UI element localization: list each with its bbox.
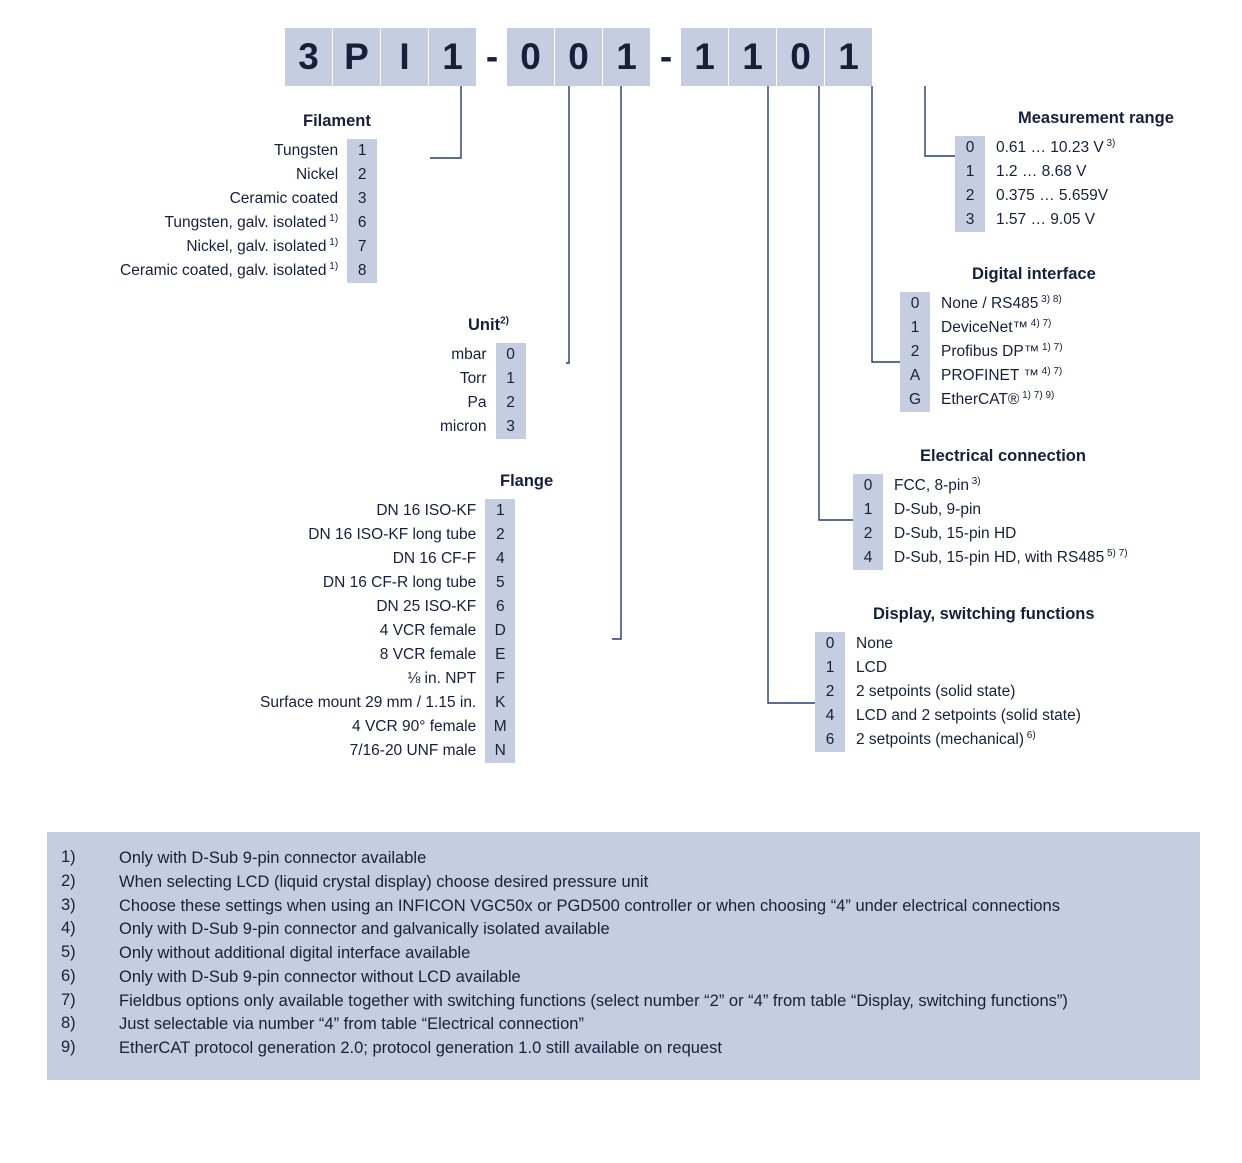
- option-key: 2: [496, 391, 526, 415]
- footnote-text: Fieldbus options only available together with switching functions (select number “2” or “4” from table “Display, switching functions”): [119, 991, 1068, 1010]
- footnote-text: Only without additional digital interface available: [119, 944, 471, 963]
- option-footnote-ref: 3) 8): [1038, 293, 1062, 305]
- footnote-row: [47, 991, 1200, 1013]
- option-row: [815, 632, 1081, 656]
- option-key: M: [485, 715, 515, 739]
- option-row: [853, 546, 1128, 570]
- option-key: 4: [815, 704, 845, 728]
- group-digital-interface-title: Digital interface: [972, 265, 1096, 283]
- option-row: [853, 474, 1128, 498]
- option-row: [260, 499, 515, 523]
- option-key: 0: [955, 136, 985, 160]
- option-key: 6: [815, 728, 845, 752]
- option-key: 0: [900, 292, 930, 316]
- group-measurement-range-title: Measurement range: [1018, 109, 1174, 127]
- group-filament-title: Filament: [303, 112, 371, 130]
- group-flange-table: [260, 499, 515, 763]
- code-cell: 3: [285, 28, 332, 86]
- option-row: [260, 523, 515, 547]
- option-row: [260, 739, 515, 763]
- group-measurement-range: [955, 109, 1174, 232]
- group-display-switching-title: Display, switching functions: [873, 605, 1095, 623]
- option-row: [815, 728, 1081, 752]
- option-label: 8 VCR female: [379, 646, 477, 663]
- option-key: 7: [347, 235, 377, 259]
- footnote-row: [47, 872, 1200, 894]
- option-label: mbar: [451, 346, 487, 363]
- option-key: 4: [485, 547, 515, 571]
- option-row: [900, 364, 1063, 388]
- option-footnote-ref: 4) 7): [1028, 317, 1052, 329]
- option-key: 3: [496, 415, 526, 439]
- option-label: None / RS485 $^{3) 8)}$: [941, 293, 1062, 312]
- code-cell: P: [333, 28, 380, 86]
- group-unit-table: [440, 343, 526, 439]
- footnote-number: 3): [61, 895, 76, 914]
- footnote-row: [47, 919, 1200, 941]
- footnote-text: Only with D-Sub 9-pin connector and galvanically isolated available: [119, 920, 610, 939]
- option-key: 2: [900, 340, 930, 364]
- option-key: 1: [496, 367, 526, 391]
- option-label: None: [856, 635, 894, 652]
- option-label: ⅛ in. NPT: [407, 670, 477, 687]
- group-electrical-connection-table: [853, 474, 1128, 570]
- option-row: [900, 292, 1063, 316]
- option-label: DeviceNet™ $^{4) 7)}$: [941, 317, 1052, 336]
- option-key: E: [485, 643, 515, 667]
- option-key: F: [485, 667, 515, 691]
- group-flange: [260, 472, 553, 763]
- option-footnote-ref: 5) 7): [1104, 547, 1128, 559]
- option-label: 1.2 … 8.68 V: [996, 163, 1087, 180]
- footnote-row: [47, 943, 1200, 965]
- option-label: 0.375 … 5.659V: [996, 187, 1109, 204]
- option-row: [440, 367, 526, 391]
- option-row: [260, 667, 515, 691]
- option-label: PROFINET ™ $^{4) 7)}$: [941, 365, 1063, 384]
- footnote-number: 1): [61, 848, 76, 866]
- footnote-row: [47, 1014, 1200, 1036]
- option-key: 1: [900, 316, 930, 340]
- option-label: FCC, 8-pin $^{3)}$: [894, 475, 981, 494]
- option-row: [955, 184, 1115, 208]
- option-label: D-Sub, 15-pin HD, with RS485 $^{5) 7)}$: [894, 547, 1128, 566]
- option-label: 4 VCR female: [379, 622, 477, 639]
- option-row: [260, 571, 515, 595]
- option-key: 3: [955, 208, 985, 232]
- option-key: K: [485, 691, 515, 715]
- footnotes-block: [47, 832, 1200, 1080]
- option-row: [900, 340, 1063, 364]
- code-dash: -: [477, 28, 507, 86]
- code-cell: 0: [507, 28, 554, 86]
- option-key: A: [900, 364, 930, 388]
- option-footnote-ref: 1) 7): [1039, 341, 1063, 353]
- group-display-switching: [815, 605, 1095, 752]
- code-cell: 1: [603, 28, 650, 86]
- option-label: 0.61 … 10.23 V $^{3)}$: [996, 137, 1116, 156]
- footnote-text: Choose these settings when using an INFICON VGC50x or PGD500 controller or when choosing “4” under electrical connections: [119, 896, 1060, 915]
- option-key: 1: [347, 139, 377, 163]
- option-label: micron: [440, 418, 487, 435]
- group-filament-table: [120, 139, 377, 283]
- group-measurement-range-table: [955, 136, 1115, 232]
- part-number-code: [285, 28, 873, 86]
- option-row: [815, 680, 1081, 704]
- option-key: D: [485, 619, 515, 643]
- group-unit: [440, 316, 526, 439]
- option-label: 2 setpoints (solid state): [856, 683, 1016, 700]
- option-key: 3: [347, 187, 377, 211]
- footnote-row: [47, 967, 1200, 989]
- group-display-switching-table: [815, 632, 1081, 752]
- option-key: 2: [955, 184, 985, 208]
- option-footnote-ref: 6): [1024, 729, 1036, 741]
- option-key: 0: [815, 632, 845, 656]
- option-label: Tungsten: [274, 142, 339, 159]
- footnote-text: EtherCAT protocol generation 2.0; protocol generation 1.0 still available on request: [119, 1039, 722, 1058]
- footnote-text: Just selectable via number “4” from table “Electrical connection”: [119, 1015, 584, 1034]
- option-row: [955, 160, 1115, 184]
- code-cell: 1: [681, 28, 728, 86]
- option-label: 2 setpoints (mechanical) $^{6)}$: [856, 729, 1036, 748]
- code-cell: I: [381, 28, 428, 86]
- group-unit-title: [468, 316, 526, 335]
- code-cell: 0: [555, 28, 602, 86]
- option-label: Ceramic coated: [229, 190, 339, 207]
- option-label: Torr: [459, 370, 487, 387]
- footnote-text: Only with D-Sub 9-pin connector available: [119, 849, 427, 867]
- group-electrical-connection-title: Electrical connection: [920, 447, 1086, 465]
- option-row: [120, 187, 377, 211]
- code-dash: -: [651, 28, 681, 86]
- option-footnote-ref: 1): [326, 212, 339, 224]
- option-key: 2: [853, 522, 883, 546]
- option-row: [260, 715, 515, 739]
- option-row: [260, 547, 515, 571]
- option-row: [440, 391, 526, 415]
- option-footnote-ref: 4) 7): [1038, 365, 1063, 377]
- footnote-text: When selecting LCD (liquid crystal display) choose desired pressure unit: [119, 872, 649, 891]
- footnote-number: 7): [61, 990, 76, 1009]
- code-cell: 1: [729, 28, 776, 86]
- footnote-number: 9): [61, 1038, 76, 1057]
- option-footnote-ref: 1): [326, 260, 339, 272]
- option-key: 2: [815, 680, 845, 704]
- option-footnote-ref: 3): [1103, 137, 1116, 149]
- option-row: [120, 163, 377, 187]
- group-unit-title-text: Unit: [468, 316, 501, 334]
- option-key: 6: [347, 211, 377, 235]
- footnote-number: 5): [61, 943, 76, 962]
- code-cell: 1: [825, 28, 872, 86]
- group-flange-title: Flange: [500, 472, 554, 490]
- option-label: D-Sub, 9-pin: [894, 501, 982, 518]
- footnote-number: 8): [61, 1014, 76, 1033]
- option-row: [120, 259, 377, 283]
- option-key: 6: [485, 595, 515, 619]
- option-key: G: [900, 388, 930, 412]
- option-row: [260, 643, 515, 667]
- option-label: DN 25 ISO-KF: [376, 598, 477, 615]
- option-label: Ceramic coated, galv. isolated $^{1)}$: [120, 260, 339, 279]
- footnote-row: [47, 896, 1200, 918]
- option-key: 0: [496, 343, 526, 367]
- option-label: DN 16 CF-F: [392, 550, 477, 567]
- option-key: 1: [955, 160, 985, 184]
- option-label: Tungsten, galv. isolated $^{1)}$: [164, 212, 339, 231]
- option-label: 7/16-20 UNF male: [349, 742, 477, 759]
- option-row: [440, 343, 526, 367]
- option-label: LCD and 2 setpoints (solid state): [856, 707, 1081, 724]
- group-unit-title-sup: 2): [500, 315, 509, 327]
- option-label: DN 16 ISO-KF: [376, 502, 477, 519]
- option-footnote-ref: 1): [326, 236, 339, 248]
- option-key: 1: [853, 498, 883, 522]
- option-row: [120, 211, 377, 235]
- option-row: [260, 691, 515, 715]
- footnote-number: 2): [61, 871, 76, 890]
- option-key: 1: [815, 656, 845, 680]
- option-row: [900, 388, 1063, 412]
- option-row: [440, 415, 526, 439]
- option-key: N: [485, 739, 515, 763]
- group-digital-interface: [900, 265, 1096, 412]
- code-cell: 0: [777, 28, 824, 86]
- option-row: [815, 656, 1081, 680]
- option-row: [260, 595, 515, 619]
- option-row: [955, 208, 1115, 232]
- option-key: 2: [347, 163, 377, 187]
- option-label: D-Sub, 15-pin HD: [894, 525, 1017, 542]
- option-row: [900, 316, 1063, 340]
- option-label: 1.57 … 9.05 V: [996, 211, 1096, 228]
- option-label: Nickel: [295, 166, 339, 183]
- option-row: [853, 498, 1128, 522]
- option-key: 8: [347, 259, 377, 283]
- option-label: EtherCAT® $^{1) 7) 9)}$: [941, 389, 1055, 408]
- option-label: LCD: [856, 659, 888, 676]
- option-label: Surface mount 29 mm / 1.15 in.: [260, 694, 477, 711]
- option-row: [815, 704, 1081, 728]
- option-label: Pa: [467, 394, 487, 411]
- group-filament: [120, 112, 377, 283]
- footnote-row: [47, 1038, 1200, 1060]
- option-key: 1: [485, 499, 515, 523]
- footnote-number: 4): [61, 919, 76, 938]
- footnote-text: Only with D-Sub 9-pin connector without LCD available: [119, 967, 521, 986]
- option-label: DN 16 ISO-KF long tube: [308, 526, 477, 543]
- option-label: 4 VCR 90° female: [352, 718, 477, 735]
- option-label: Profibus DP™ $^{1) 7)}$: [941, 341, 1063, 360]
- option-key: 0: [853, 474, 883, 498]
- group-digital-interface-table: [900, 292, 1063, 412]
- option-row: [853, 522, 1128, 546]
- option-key: 4: [853, 546, 883, 570]
- footnote-number: 6): [61, 966, 76, 985]
- option-footnote-ref: 3): [968, 475, 981, 487]
- option-row: [120, 235, 377, 259]
- option-row: [120, 139, 377, 163]
- code-cell: 1: [429, 28, 476, 86]
- option-row: [955, 136, 1115, 160]
- option-key: 5: [485, 571, 515, 595]
- option-key: 2: [485, 523, 515, 547]
- group-electrical-connection: [853, 447, 1128, 570]
- option-label: DN 16 CF-R long tube: [322, 574, 477, 591]
- option-row: [260, 619, 515, 643]
- footnote-row: [47, 848, 1200, 870]
- option-footnote-ref: 1) 7) 9): [1019, 389, 1055, 401]
- option-label: Nickel, galv. isolated $^{1)}$: [186, 236, 339, 255]
